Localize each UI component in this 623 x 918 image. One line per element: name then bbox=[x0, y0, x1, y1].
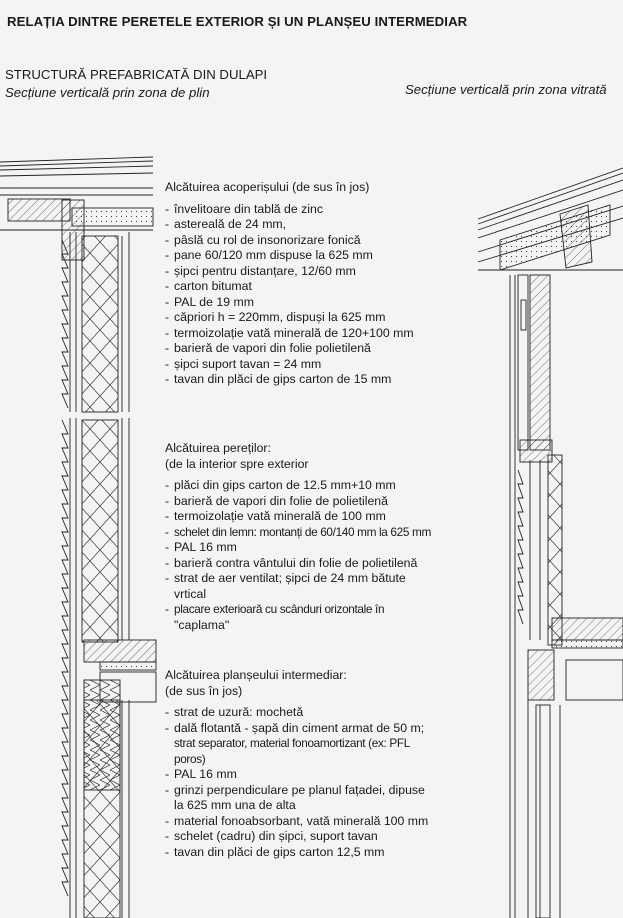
wall-heading: Alcătuirea pereților: bbox=[165, 441, 271, 455]
roof-heading: Alcătuirea acoperișului (de sus în jos) bbox=[165, 180, 370, 194]
wall-layer-list bbox=[165, 478, 431, 633]
list-item: - șipci pentru distanțare, 12/60 mm bbox=[165, 263, 356, 278]
list-item-continuation: strat separator, material fonoamortizant (ex: PFL bbox=[174, 736, 410, 750]
list-item: - șipci suport tavan = 24 mm bbox=[165, 356, 322, 371]
list-item-continuation: vrtical bbox=[174, 586, 207, 601]
list-item: - placare exterioară cu scânduri orizontale în bbox=[165, 602, 385, 616]
list-item: - schelet din lemn: montanți de 60/140 mm la 625 mm bbox=[165, 524, 431, 539]
list-item-continuation: la 625 mm una de alta bbox=[174, 798, 296, 812]
right-roof-detail bbox=[478, 168, 623, 270]
list-item: - astereală de 24 mm, bbox=[165, 217, 287, 231]
page-title: RELAȚIA DINTRE PERETELE EXTERIOR ȘI UN PLANȘEU INTERMEDIAR bbox=[7, 14, 468, 29]
floor-heading: Alcătuirea planșeului intermediar: bbox=[165, 668, 347, 682]
list-item: - pâslă cu rol de insonorizare fonică bbox=[165, 232, 361, 247]
roof-layer-list bbox=[165, 202, 414, 388]
structure-subtitle: STRUCTURĂ PREFABRICATĂ DIN DULAPI bbox=[5, 67, 268, 82]
list-item: - schelet (cadru) din șipci, suport tavan bbox=[165, 829, 378, 843]
list-item: - termoizolație vată minerală de 100 mm bbox=[165, 509, 386, 523]
wall-composition bbox=[165, 441, 431, 633]
list-item: - pane 60/120 mm dispuse la 625 mm bbox=[165, 248, 373, 262]
floor-composition bbox=[165, 668, 428, 860]
list-item-continuation: "caplama" bbox=[174, 617, 230, 632]
floor-subheading: (de sus în jos) bbox=[165, 683, 243, 698]
list-item: - strat de uzură: mochetă bbox=[165, 705, 304, 719]
list-item-continuation: poros) bbox=[174, 751, 206, 766]
left-wall-lower bbox=[62, 418, 156, 918]
list-item: - barieră de vapori din folie polietilenă bbox=[165, 341, 371, 355]
list-item: - grinzi perpendiculare pe planul fațadei, dipuse bbox=[165, 782, 425, 797]
list-item: - carton bitumat bbox=[165, 279, 252, 293]
list-item: - plăci din gips carton de 12.5 mm+10 mm bbox=[165, 478, 396, 492]
list-item: - termoizolație vată minerală de 120+100 mm bbox=[165, 325, 414, 340]
list-item: - învelitoare din tablă de zinc bbox=[165, 201, 324, 216]
list-item: - PAL de 19 mm bbox=[165, 294, 254, 309]
right-wall-glazed bbox=[510, 275, 623, 918]
section-caption-left: Secțiune verticală prin zona de plin bbox=[5, 85, 210, 100]
list-item: - PAL 16 mm bbox=[165, 767, 237, 781]
list-item: - tavan din plăci de gips carton 12,5 mm bbox=[165, 844, 385, 859]
list-item: - tavan din plăci de gips carton de 15 mm bbox=[165, 372, 392, 386]
list-item: - căpriori h = 220mm, dispuși la 625 mm bbox=[165, 310, 386, 324]
list-item: - PAL 16 mm bbox=[165, 540, 237, 554]
left-roof-detail bbox=[0, 157, 153, 260]
wall-subheading: (de la interior spre exterior bbox=[165, 456, 309, 471]
section-caption-right: Secțiune verticală prin zona vitrată bbox=[405, 82, 607, 97]
list-item: - strat de aer ventilat; șipci de 24 mm bătute bbox=[165, 571, 406, 585]
floor-layer-list bbox=[165, 705, 428, 860]
list-item: - dală flotantă - șapă din ciment armat de 50 m; bbox=[165, 720, 425, 735]
list-item: - material fonoabsorbant, vată minerală 100 mm bbox=[165, 813, 429, 828]
roof-composition bbox=[165, 180, 414, 388]
list-item: - barieră de vapori din folie de polietilenă bbox=[165, 493, 388, 508]
list-item: - barieră contra vântului din folie de polietilenă bbox=[165, 555, 418, 570]
